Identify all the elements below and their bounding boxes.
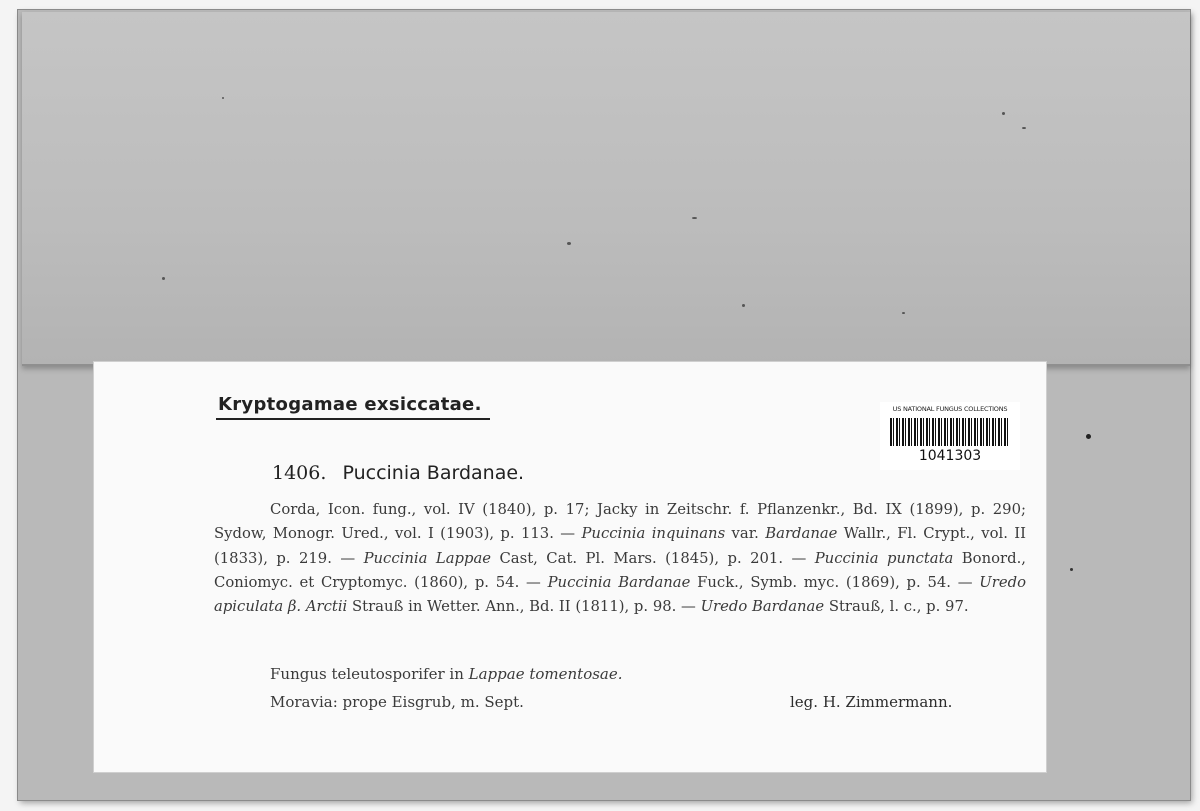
- specimen-number: 1406.: [272, 462, 327, 484]
- packet-speck: [1086, 434, 1091, 439]
- collector: leg. H. Zimmermann.: [790, 693, 953, 711]
- citation-taxon: Uredo apiculata β. Arctii: [214, 573, 1026, 616]
- barcode-bars: [890, 418, 1010, 446]
- barcode-label: [880, 402, 1020, 470]
- citation-run: Strauß, l. c., p. 97.: [824, 598, 969, 616]
- packet-flap: [22, 12, 1190, 366]
- exsiccata-label: [94, 362, 1046, 772]
- citation-run: Wallr., Fl. Crypt., vol. II (1833), p. 219. —: [214, 525, 1026, 567]
- citation-taxon: Puccinia inquinans: [581, 525, 726, 543]
- host-species: Lappae tomentosae.: [468, 665, 623, 683]
- host-line: [270, 665, 623, 683]
- citation-indent: [214, 501, 270, 518]
- locality: Moravia: prope Eisgrub, m. Sept.: [270, 693, 524, 711]
- citation-taxon: Bardanae: [765, 525, 838, 543]
- barcode-number: 1041303: [918, 448, 982, 464]
- host-prefix: Fungus teleutosporifer in: [270, 665, 469, 683]
- series-title-underline: [216, 418, 490, 420]
- citation-paragraph: [214, 498, 1026, 619]
- species-name: Puccinia Bardanae.: [342, 462, 525, 484]
- citation-taxon: Uredo Bardanae: [700, 598, 825, 616]
- barcode-collection: US NATIONAL FUNGUS COLLECTIONS: [892, 405, 1008, 413]
- citation-run: var.: [725, 525, 766, 543]
- citation-run: Corda, Icon. fung., vol. IV (1840), p. 17; Jacky in Zeitschr. f. Pflanzenkr., Bd. IX (1899), p. 290; Sydow, Monogr. Ured., vol. I (1903), p. 113. —: [214, 501, 1026, 543]
- citation-text: [214, 501, 1026, 615]
- citation-run: Strauß in Wetter. Ann., Bd. II (1811), p. 98. —: [347, 598, 701, 616]
- citation-taxon: Puccinia Lappae: [363, 549, 492, 567]
- packet-speck: [1070, 568, 1073, 571]
- citation-taxon: Puccinia Bardanae: [547, 573, 691, 591]
- series-title: Kryptogamae exsiccatae.: [218, 394, 482, 415]
- species-heading: [272, 462, 524, 484]
- citation-run: Cast, Cat. Pl. Mars. (1845), p. 201. —: [491, 549, 815, 567]
- citation-run: Fuck., Symb. myc. (1869), p. 54. —: [690, 573, 980, 591]
- citation-run: Bonord., Coniomyc. et Cryptomyc. (1860), p. 54. —: [214, 549, 1026, 591]
- citation-taxon: Puccinia punctata: [814, 549, 954, 567]
